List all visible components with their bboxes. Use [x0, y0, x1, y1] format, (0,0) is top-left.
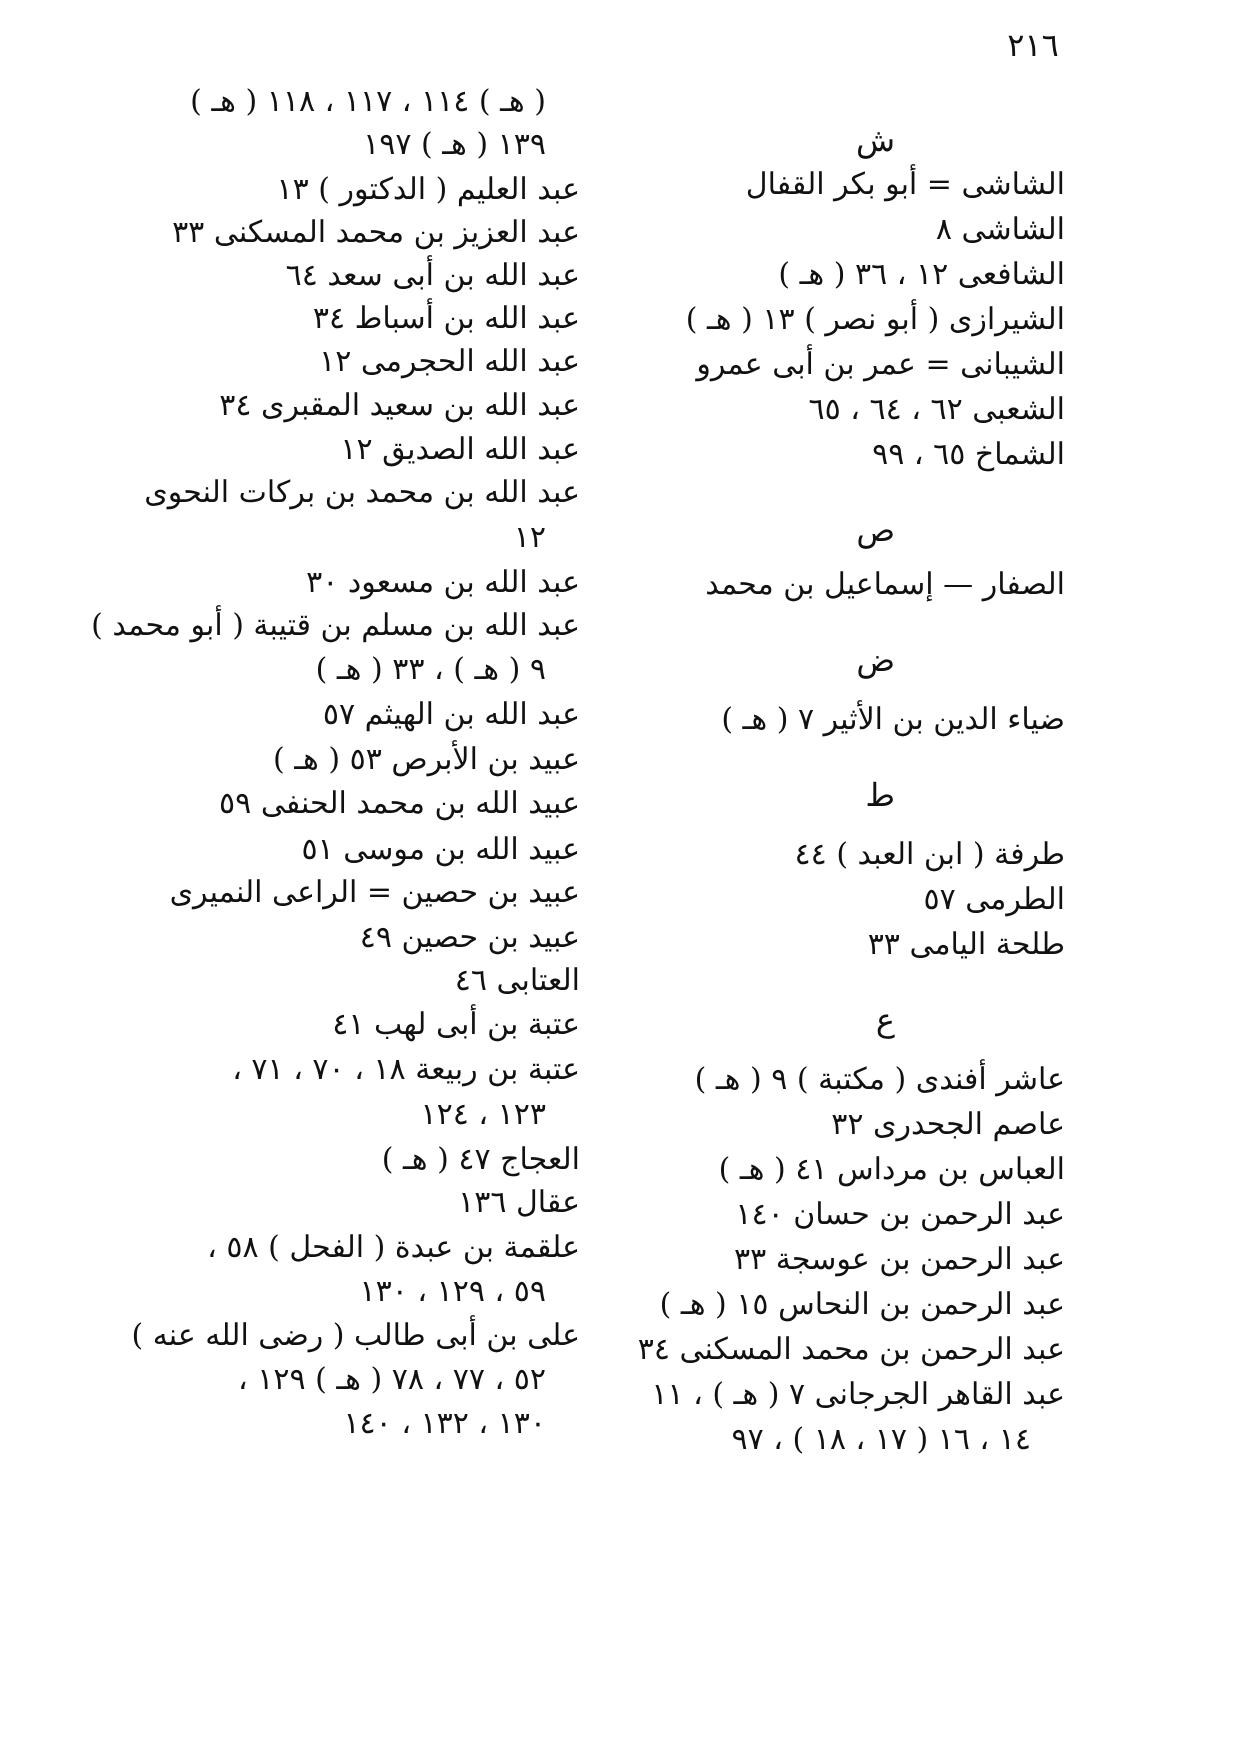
index-entry: عبد الرحمن بن حسان ١٤٠	[735, 1197, 1065, 1232]
index-entry: علقمة بن عبدة ( الفحل ) ٥٨ ،	[207, 1230, 580, 1265]
index-entry-continuation: ١٣٠ ، ١٣٢ ، ١٤٠	[343, 1406, 546, 1441]
section-letter: ص	[856, 511, 895, 549]
index-entry: عبد الله بن الهيثم ٥٧	[322, 697, 580, 732]
index-entry: الشاشى ٨	[935, 212, 1065, 247]
section-letter: ض	[856, 641, 895, 679]
index-entry: الشيرازى ( أبو نصر ) ١٣ ( هـ )	[685, 302, 1065, 337]
index-entry: الشيبانى = عمر بن أبى عمرو	[696, 347, 1065, 382]
section-letter: ط	[865, 776, 895, 814]
index-entry-continuation: ١٢٣ ، ١٢٤	[420, 1097, 546, 1132]
index-entry: عقال ١٣٦	[458, 1185, 580, 1220]
index-entry: عبد الله بن مسعود ٣٠	[306, 565, 580, 600]
index-entry: عبد الله بن أسباط ٣٤	[312, 301, 580, 336]
index-entry: عبد العليم ( الدكتور ) ١٣	[276, 172, 580, 207]
index-entry-continuation: ( هـ ) ١١٤ ، ١١٧ ، ١١٨ ( هـ )	[190, 84, 546, 119]
index-entry: العباس بن مرداس ٤١ ( هـ )	[718, 1152, 1065, 1187]
index-entry: العجاج ٤٧ ( هـ )	[381, 1142, 580, 1177]
index-entry: عتبة بن أبى لهب ٤١	[332, 1007, 580, 1042]
index-entry: عبيد بن الأبرص ٥٣ ( هـ )	[272, 742, 580, 777]
index-entry: عبد الله الحجرمى ١٢	[319, 344, 580, 379]
index-entry: طرفة ( ابن العبد ) ٤٤	[794, 837, 1065, 872]
index-entry-continuation: ١٣٩ ( هـ ) ١٩٧	[363, 127, 546, 162]
index-entry: الطرمى ٥٧	[923, 882, 1065, 917]
index-entry: عبد الرحمن بن النحاس ١٥ ( هـ )	[659, 1287, 1065, 1322]
index-entry: الشاشى = أبو بكر القفال	[745, 167, 1065, 202]
index-entry: الشماخ ٦٥ ، ٩٩	[872, 437, 1065, 472]
index-entry: الشافعى ١٢ ، ٣٦ ( هـ )	[778, 257, 1065, 292]
index-entry: عاصم الجحدرى ٣٢	[831, 1107, 1065, 1142]
index-entry: عبد الله بن مسلم بن قتيبة ( أبو محمد )	[91, 608, 580, 643]
index-entry: عبد الله بن أبى سعد ٦٤	[285, 258, 580, 293]
index-entry: عتبة بن ربيعة ١٨ ، ٧٠ ، ٧١ ،	[232, 1052, 580, 1087]
page-number: ٢١٦	[1007, 26, 1059, 64]
index-entry-continuation: ١٤ ، ١٦ ( ١٧ ، ١٨ ) ، ٩٧	[731, 1422, 1031, 1457]
index-entry: عبيد الله بن محمد الحنفى ٥٩	[219, 786, 580, 821]
index-entry: ضياء الدين بن الأثير ٧ ( هـ )	[721, 702, 1065, 737]
index-entry: عاشر أفندى ( مكتبة ) ٩ ( هـ )	[694, 1062, 1065, 1097]
index-entry: على بن أبى طالب ( رضى الله عنه )	[131, 1318, 580, 1353]
index-entry: عبد الله بن محمد بن بركات النحوى	[144, 475, 580, 510]
index-entry: عبد الله الصديق ١٢	[340, 432, 580, 467]
index-entry: الشعبى ٦٢ ، ٦٤ ، ٦٥	[808, 392, 1065, 427]
index-entry-continuation: ٩ ( هـ ) ، ٣٣ ( هـ )	[315, 652, 546, 687]
section-letter: ع	[875, 1001, 895, 1039]
index-entry: العتابى ٤٦	[454, 963, 580, 998]
index-entry: طلحة اليامى ٣٣	[867, 927, 1065, 962]
section-letter: ش	[855, 121, 895, 159]
index-entry: عبد الله بن سعيد المقبرى ٣٤	[219, 388, 580, 423]
index-entry: عبد العزيز بن محمد المسكنى ٣٣	[172, 215, 580, 250]
index-entry: عبد الرحمن بن محمد المسكنى ٣٤	[637, 1332, 1065, 1367]
index-entry: الصفار — إسماعيل بن محمد	[705, 567, 1065, 602]
index-entry-continuation: ٥٢ ، ٧٧ ، ٧٨ ( هـ ) ١٢٩ ،	[238, 1362, 546, 1397]
index-entry: عبيد بن حصين ٤٩	[359, 920, 580, 955]
index-entry: عبد القاهر الجرجانى ٧ ( هـ ) ، ١١	[651, 1377, 1065, 1412]
index-entry-continuation: ١٢	[513, 520, 546, 555]
index-entry: عبد الرحمن بن عوسجة ٣٣	[733, 1242, 1065, 1277]
index-entry: عبيد الله بن موسى ٥١	[301, 832, 580, 867]
index-entry: عبيد بن حصين = الراعى النميرى	[169, 875, 580, 910]
index-entry-continuation: ٥٩ ، ١٢٩ ، ١٣٠	[359, 1274, 546, 1309]
